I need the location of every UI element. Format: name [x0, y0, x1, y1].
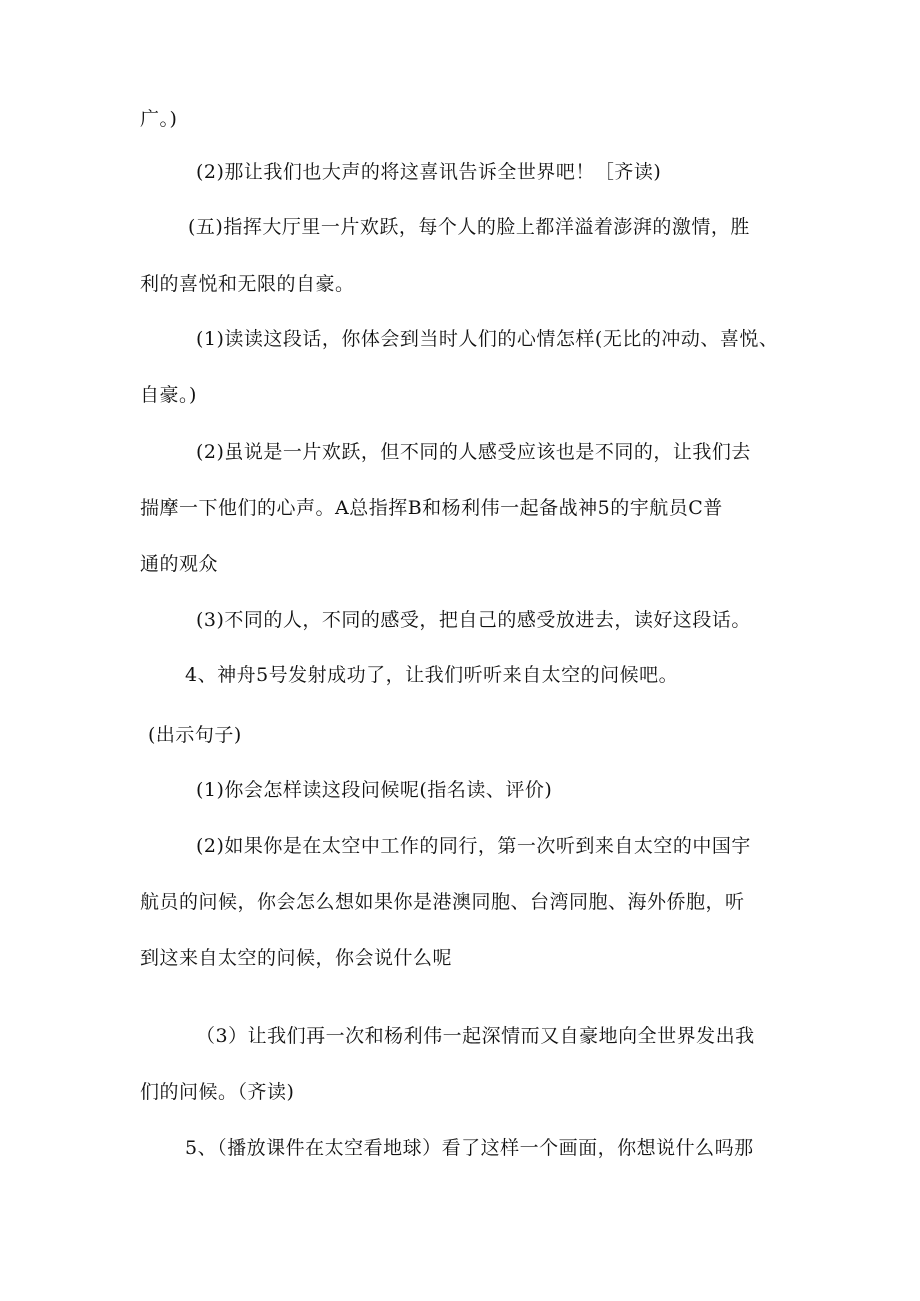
text-line: 自豪。): [140, 384, 197, 406]
text-line: （3）让我们再一次和杨利伟一起深情而又自豪地向全世界发出我: [196, 1025, 755, 1047]
text-line: 揣摩一下他们的心声。A总指挥B和杨利伟一起备战神5的宇航员C普: [140, 497, 723, 519]
text-line: (五)指挥大厅里一片欢跃，每个人的脸上都洋溢着澎湃的激情，胜: [188, 216, 750, 238]
text-line: (1)读读这段话，你体会到当时人们的心情怎样(无比的冲动、喜悦、: [196, 328, 779, 350]
text-line: 航员的问候，你会怎么想如果你是港澳同胞、台湾同胞、海外侨胞，听: [140, 891, 745, 913]
text-line: 通的观众: [140, 553, 219, 575]
text-line: 4、神舟5号发射成功了，让我们听听来自太空的问候吧。: [185, 664, 679, 686]
text-line: (2)那让我们也大声的将这喜讯告诉全世界吧！［齐读): [196, 161, 662, 183]
text-line: 广。): [140, 108, 178, 130]
text-line: (3)不同的人，不同的感受，把自己的感受放进去，读好这段话。: [196, 609, 751, 631]
text-line: 到这来自太空的问候，你会说什么呢: [140, 947, 453, 969]
text-line: 5、（播放课件在太空看地球）看了这样一个画面，你想说什么吗那: [185, 1137, 754, 1159]
text-line: 们的问候。（齐读): [140, 1081, 295, 1103]
text-line: (2)如果你是在太空中工作的同行，第一次听到来自太空的中国宇: [196, 835, 751, 857]
text-line: (2)虽说是一片欢跃，但不同的人感受应该也是不同的，让我们去: [196, 441, 751, 463]
text-line: 利的喜悦和无限的自豪。: [140, 273, 355, 295]
text-line: (1)你会怎样读这段问候呢(指名读、评价): [196, 779, 553, 801]
text-line: (出示句子): [148, 724, 242, 746]
